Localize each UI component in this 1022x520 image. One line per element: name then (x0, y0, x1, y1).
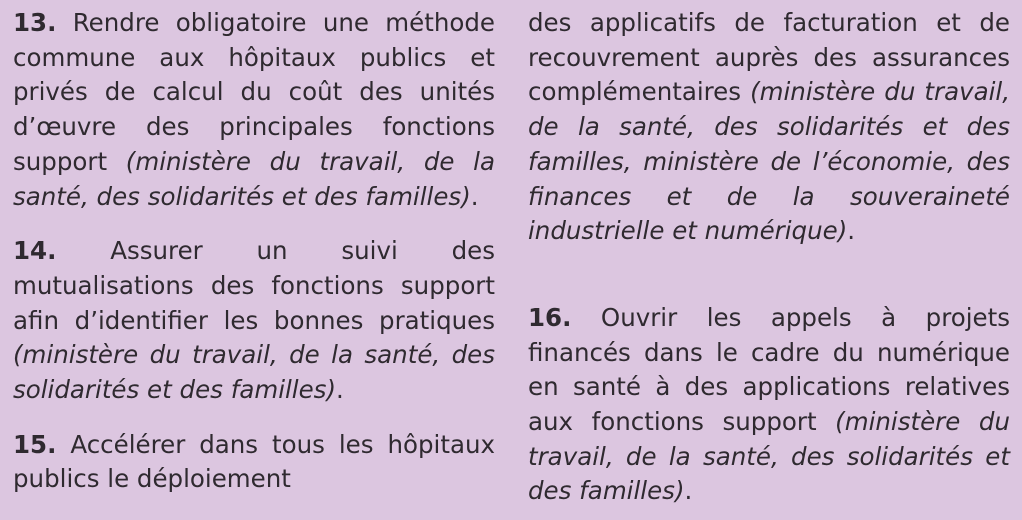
recommendation-text: Accélérer dans tous les hôpitaux publics le déploiement (13, 429, 495, 494)
recommendation-13 (13, 6, 495, 214)
recommendation-ministry: (ministère du travail, de la santé, des solidarités et des familles) (13, 340, 495, 405)
recommendation-number: 15. (13, 429, 57, 459)
recommendation-16 (528, 301, 1010, 509)
recommendation-ministry: (ministère du travail, de la santé, des solidarités et des familles) (13, 146, 495, 211)
recommendation-number: 16. (528, 302, 572, 332)
recommendation-text: Rendre obligatoire une méthode commune aux hôpitaux publics et privés de calcul du coût des unités d’œuvre des principales fonctions support (13, 8, 495, 176)
right-column (528, 6, 1010, 509)
recommendation-text: Assurer un suivi des mutualisations des fonctions support afin d’identifier les bonnes pratiques (13, 236, 495, 335)
recommendation-ministry: (ministère du travail, de la santé, des solidarités et des familles, ministère de l’économie, des finances et de la souveraineté industrielle et numérique) (528, 77, 1011, 246)
recommendation-text: des applicatifs de facturation et de recouvrement auprès des assurances complémentaires (528, 8, 1010, 107)
recommendation-15-continued (528, 6, 1010, 249)
left-column (13, 6, 495, 497)
recommendation-text: Ouvrir les appels à projets financés dans le cadre du numérique en santé à des applications relatives aux fonctions support (528, 302, 1010, 437)
recommendation-15-start (13, 428, 495, 497)
recommendation-number: 14. (13, 236, 57, 266)
recommendation-end: . (336, 375, 344, 405)
recommendation-14 (13, 234, 495, 408)
recommendation-ministry: (ministère du travail, de la santé, des solidarités et des familles) (528, 407, 1010, 506)
recommendation-end: . (684, 476, 693, 506)
recommendation-end: . (847, 216, 856, 246)
recommendation-number: 13. (13, 8, 57, 37)
recommendation-end: . (470, 181, 479, 211)
